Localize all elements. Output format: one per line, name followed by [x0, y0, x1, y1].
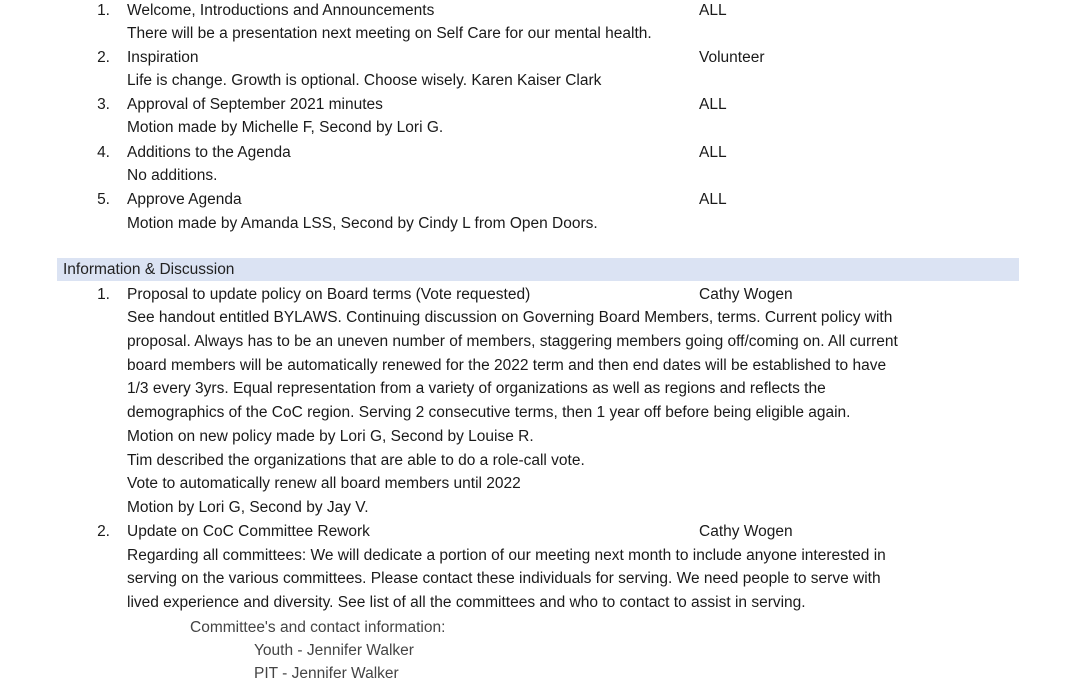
agenda-item-note: There will be a presentation next meeting on Self Care for our mental health. [127, 25, 652, 42]
discussion-item-presenter: Cathy Wogen [699, 286, 793, 303]
section-header: Information & Discussion [63, 261, 235, 278]
committee-heading: Committee's and contact information: [190, 619, 446, 636]
agenda-item-number: 2. [97, 49, 110, 66]
discussion-line: lived experience and diversity. See list of all the committees and who to contact to assist in serving. [127, 594, 806, 611]
agenda-item-number: 5. [97, 191, 110, 208]
agenda-item-title: Inspiration [127, 49, 199, 66]
agenda-item-number: 3. [97, 96, 110, 113]
discussion-line: See handout entitled BYLAWS. Continuing discussion on Governing Board Members, terms. Current policy with [127, 309, 893, 326]
discussion-line: demographics of the CoC region. Serving 2 consecutive terms, then 1 year off before being eligible again. [127, 404, 851, 421]
discussion-item-title: Proposal to update policy on Board terms (Vote requested) [127, 286, 531, 303]
discussion-line: 1/3 every 3yrs. Equal representation from a variety of organizations as well as regions and reflects the [127, 380, 826, 397]
discussion-line: Regarding all committees: We will dedicate a portion of our meeting next month to include anyone interested in [127, 547, 886, 564]
discussion-line: board members will be automatically renewed for the 2022 term and then end dates will be established to have [127, 357, 887, 374]
discussion-line: Vote to automatically renew all board members until 2022 [127, 475, 521, 492]
discussion-item-title: Update on CoC Committee Rework [127, 523, 370, 540]
discussion-item-presenter: Cathy Wogen [699, 523, 793, 540]
agenda-item-presenter: ALL [699, 2, 727, 19]
discussion-line: Motion by Lori G, Second by Jay V. [127, 499, 369, 516]
agenda-item-title: Additions to the Agenda [127, 144, 291, 161]
discussion-item-number: 2. [97, 523, 110, 540]
agenda-item-number: 1. [97, 2, 110, 19]
agenda-item-number: 4. [97, 144, 110, 161]
agenda-item-presenter: ALL [699, 144, 727, 161]
committee-entry: Youth - Jennifer Walker [254, 642, 414, 659]
discussion-line: serving on the various committees. Please contact these individuals for serving. We need people to serve with [127, 570, 881, 587]
agenda-item-note: Life is change. Growth is optional. Choose wisely. Karen Kaiser Clark [127, 72, 602, 89]
agenda-item-note: Motion made by Michelle F, Second by Lori G. [127, 119, 444, 136]
agenda-item-note: No additions. [127, 167, 218, 184]
discussion-line: Tim described the organizations that are able to do a role-call vote. [127, 452, 585, 469]
agenda-item-title: Welcome, Introductions and Announcements [127, 2, 435, 19]
agenda-item-presenter: Volunteer [699, 49, 765, 66]
agenda-item-presenter: ALL [699, 96, 727, 113]
discussion-item-number: 1. [97, 286, 110, 303]
agenda-item-title: Approve Agenda [127, 191, 242, 208]
committee-entry: PIT - Jennifer Walker [254, 665, 399, 682]
agenda-item-presenter: ALL [699, 191, 727, 208]
discussion-line: proposal. Always has to be an uneven number of members, staggering members going off/coming on. All current [127, 333, 898, 350]
discussion-line: Motion on new policy made by Lori G, Second by Louise R. [127, 428, 534, 445]
agenda-item-note: Motion made by Amanda LSS, Second by Cindy L from Open Doors. [127, 215, 598, 232]
section-header-bar [57, 258, 1019, 281]
agenda-item-title: Approval of September 2021 minutes [127, 96, 383, 113]
